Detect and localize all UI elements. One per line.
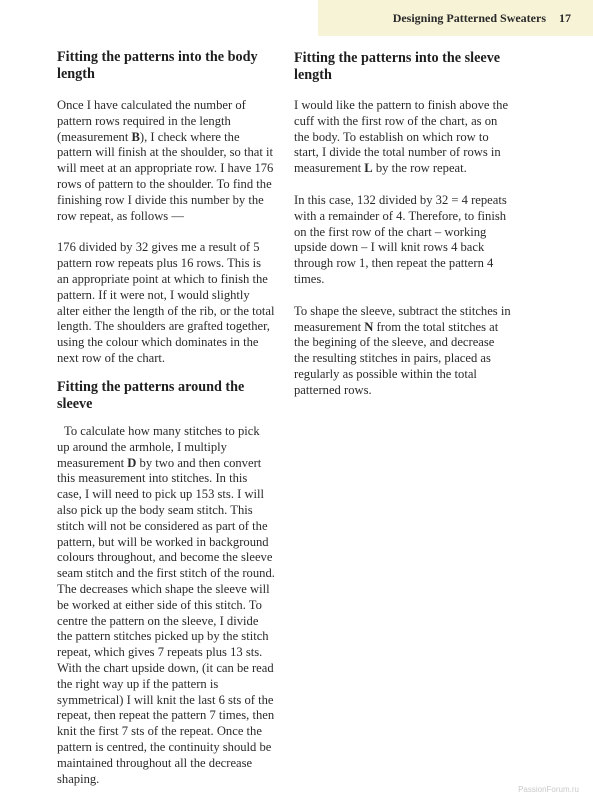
paragraph-text: from the total stitches at the begining of the sleeve, and decrease the resulting stitches in pairs, placed as regularly as possible within the total patterned rows. <box>294 319 499 397</box>
section-heading-body-length: Fitting the patterns into the body length <box>57 49 258 82</box>
paragraph <box>57 98 275 224</box>
running-head <box>393 11 571 26</box>
paragraph-text: To calculate how many stitches to pick up around the armhole, I multiply measurement <box>57 424 260 470</box>
paragraph-text: I would like the pattern to finish above the cuff with the first row of the chart, as on the body. To establish on which row to start, I divide the total number of rows in measurement <box>294 98 509 176</box>
paragraph-text: ), I check where the pattern will finish at the shoulder, so that it will meet at an appropriate row. I have 176 rows of pattern to the shoulder. To find the finishing row I divide this number by the row repeat, as follows — <box>57 129 274 223</box>
paragraph-text: Once I have calculated the number of pattern rows required in the length (measurement <box>57 98 246 144</box>
paragraph <box>57 424 275 787</box>
measurement-letter: L <box>364 161 373 176</box>
paragraph-text: To shape the sleeve, subtract the stitches in measurement <box>294 303 511 334</box>
running-head-title: Designing Patterned Sweaters <box>392 11 546 25</box>
left-column-lower <box>57 379 275 800</box>
right-column <box>294 50 512 399</box>
measurement-letter: D <box>127 455 137 470</box>
paragraph: In this case, 132 divided by 32 = 4 repeats with a remainder of 4. Therefore, to finish on the first row of the chart – working upside down – I will knit rows 4 back through row 1, then repeat the pattern 4 times. <box>294 192 507 286</box>
section-heading-sleeve-length: Fitting the patterns into the sleeve length <box>294 50 501 83</box>
section-heading-around-sleeve: Fitting the patterns around the sleeve <box>57 379 245 412</box>
watermark: PassionForum.ru <box>518 785 579 794</box>
measurement-letter: B <box>131 129 140 144</box>
measurement-letter: N <box>364 319 374 334</box>
paragraph <box>294 98 512 177</box>
paragraph-text: by the row repeat. <box>372 161 467 176</box>
paragraph: 176 divided by 32 gives me a result of 5 pattern row repeats plus 16 rows. This is an appropriate point at which to finish the pattern. If it were not, I would slightly alter either the length of the rib, or the total length. The shoulders are grafted together, using the colour which dominates in the next row of the chart. <box>57 240 275 365</box>
page-number: 17 <box>559 11 571 25</box>
paragraph-text: by two and then convert this measurement into stitches. In this case, I will need to pick up 153 sts. I will also pick up the body seam stitch. This stitch will not be considered as part of the pattern, but will be worked in background colours throughout, and become the sleeve seam stitch and the first stitch of the round. The decreases which shape the sleeve will be worked at either side of this stitch. To centre the pattern on the sleeve, I divide the pattern stitches picked up by the stitch repeat, which gives 7 repeats plus 13 sts. With the chart upside down, (it can be read the right way up if the pattern is symmetrical) I will knit the last 6 sts of the repeat, then repeat the pattern 7 times, then knit the first 7 sts of the repeat. Once the pattern is centred, the continuity should be maintained throughout all the decrease shaping. <box>57 455 275 786</box>
left-column <box>57 49 275 367</box>
paragraph <box>294 304 512 399</box>
